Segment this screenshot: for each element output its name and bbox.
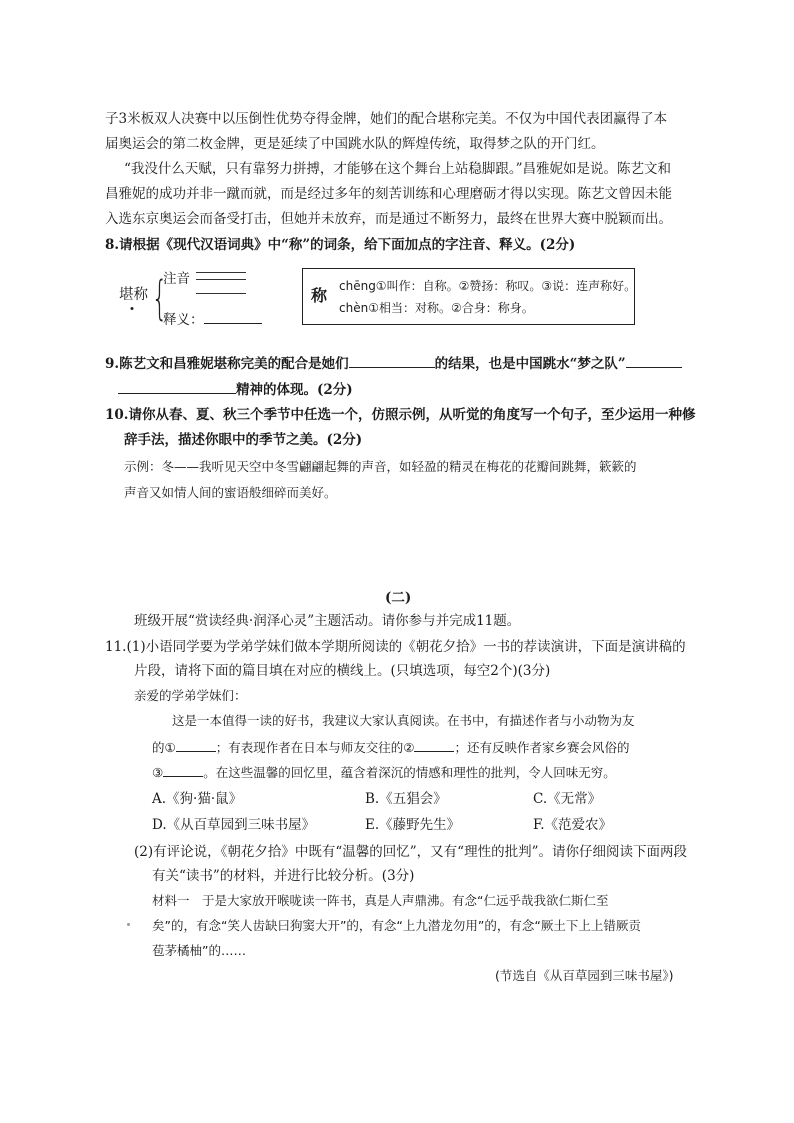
q11-1-line-1: 11.(1)小语同学要为学弟学妹们做本学期所阅读的《朝花夕拾》一书的荐读演讲，下面是演讲稿的 [105,639,686,655]
q8-zhuyin [163,269,190,289]
q8-shiyi [163,309,262,330]
section-2-intro: 班级开展“赏读经典·润泽心灵”主题活动。请你参与并完成11题。 [134,613,521,629]
passage-line-4: 昌雅妮的成功并非一蹴而就，而是经过多年的刻苦训练和心理磨砺才得以实现。陈艺文曾因未能 [105,186,672,202]
q11-2-line-2: 有关“读书”的材料，并进行比较分析。(3分) [152,868,415,884]
q8-word [119,285,148,305]
speech-line-1: 这是一本值得一读的好书，我建议大家认真阅读。在书中，有描述作者与小动物为友 [172,713,635,728]
blank-3[interactable] [163,762,203,777]
q10-line-2: 辞手法，描述你眼中的季节之美。(2分) [124,432,363,448]
passage-line-2: 届奥运会的第二枚金牌，更是延续了中国跳水队的辉煌传统，取得梦之队的开门红。 [105,136,605,152]
q8-word-text: 堪称 [119,287,148,303]
blank-2[interactable] [414,737,454,752]
scan-speck [127,923,130,926]
speech-greeting: 亲爱的学弟学妹们： [134,688,247,703]
q9-line-2 [118,379,353,400]
q10-example-2: 声音又如情人间的蜜语般细碎而美好。 [124,485,337,500]
zhuyin-input[interactable] [196,272,246,294]
zhuyin-input-mid [196,279,246,280]
q9-blank-2[interactable] [626,353,682,368]
option-b[interactable]: B.《五猖会》 [365,791,447,807]
q9-part-c: 精神的体现。(2分) [236,382,353,398]
q8-shiyi-label: 释义： [163,312,204,328]
q8-zhuyin-label: 注音 [163,271,190,287]
speech-part-2: ；有表现作者在日本与师友交往的② [215,740,415,755]
q11-1-line-2: 片段，请将下面的篇目填在对应的横线上。(只填选项，每空2个)(3分) [134,663,551,679]
q9-blank-1[interactable] [349,353,435,368]
option-f[interactable]: F.《范爱农》 [533,817,613,833]
shiyi-blank[interactable] [204,309,262,324]
option-c[interactable]: C.《无常》 [533,791,602,807]
dictionary-entry-box [302,268,635,325]
passage-line-3: “我没什么天赋，只有靠努力拼搏，才能够在这个舞台上站稳脚跟。”昌雅妮如是说。陈艺文和 [124,161,672,177]
speech-line-2 [152,737,629,758]
blank-1[interactable] [176,737,216,752]
option-a[interactable]: A.《狗·猫·鼠》 [152,791,243,807]
dictionary-line-2: chèn①相当：对称。②合身：称身。 [339,301,534,315]
material-1-line-1: 材料一 于是大家放开喉咙读一阵书，真是人声鼎沸。有念“仁远乎哉我欲仁斯仁至 [152,893,609,908]
speech-line-3 [152,762,616,783]
q9-blank-3[interactable] [118,379,236,394]
dictionary-char: 称 [311,286,328,305]
q10-example-1: 示例：冬——我听见天空中冬雪翩翩起舞的声音，如轻盈的精灵在梅花的花瓣间跳舞，簌簌的 [124,459,637,474]
q11-2-line-1: (2)有评论说，《朝花夕拾》中既有“温馨的回忆”，又有“理性的批判”。请你仔细阅读下面两段 [134,844,687,860]
material-1-line-3: 苞茅橘柚”的…… [152,943,246,958]
section-2-title: (二) [385,590,412,606]
brace: { [151,271,168,325]
q9-part-a: 9.陈艺文和昌雅妮堪称完美的配合是她们 [105,356,349,372]
q8-stem: 8.请根据《现代汉语词典》中“称”的词条，给下面加点的字注音、释义。(2分) [105,237,576,253]
passage-line-1: 子3米板双人决赛中以压倒性优势夺得金牌，她们的配合堪称完美。不仅为中国代表团赢得了本 [105,111,668,127]
q9-line-1 [105,353,682,374]
speech-part-4: ③ [152,765,164,780]
material-1-source: (节选自《从百草园到三味书屋》) [495,968,674,983]
speech-part-1: 的① [152,740,176,755]
q10-line-1: 10.请你从春、夏、秋三个季节中任选一个，仿照示例，从听觉的角度写一个句子，至少运用一种修 [105,407,696,423]
material-1-line-2: 矣”的，有念“笑人齿缺曰狗窦大开”的，有念“上九潜龙勿用”的，有念“厥土下上上错厥贡 [152,918,641,933]
passage-line-5: 入选东京奥运会而备受打击，但她并未放弃，而是通过不断努力，最终在世界大赛中脱颖而出。 [105,211,672,227]
speech-part-5: 。在这些温馨的回忆里，蕴含着深沉的情感和理性的批判，令人回味无穷。 [203,765,616,780]
speech-part-3: ；还有反映作者家乡赛会风俗的 [454,740,630,755]
option-e[interactable]: E.《藤野先生》 [365,817,461,833]
dictionary-line-1: chēng①叫作：自称。②赞扬：称叹。③说：连声称好。 [339,279,637,293]
q9-part-b: 的结果，也是中国跳水“梦之队” [434,356,626,372]
option-d[interactable]: D.《从百草园到三味书屋》 [152,817,316,833]
